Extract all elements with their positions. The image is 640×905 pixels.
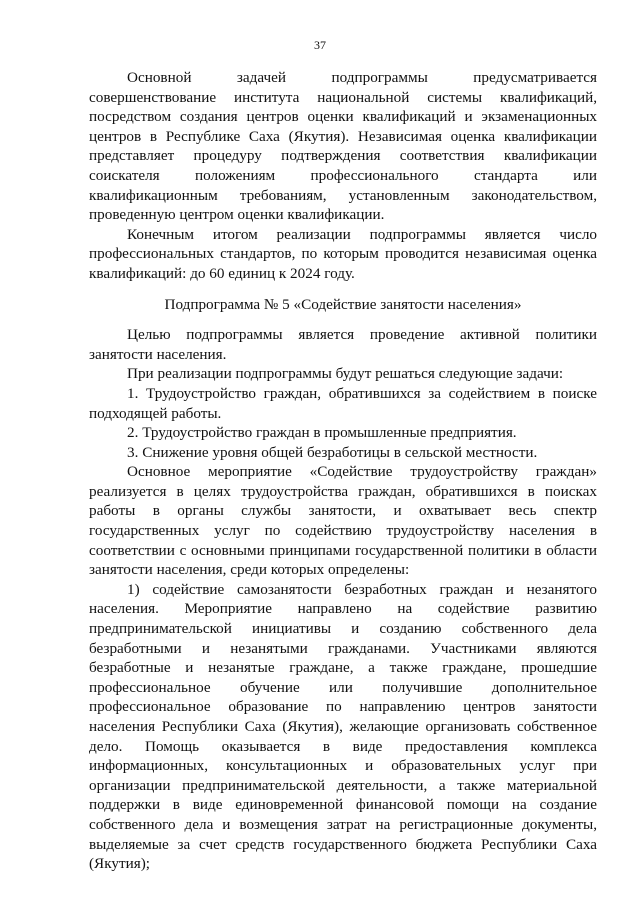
paragraph-tasks-intro: При реализации подпрограммы будут решаться следующие задачи: [127,365,564,383]
page-number: 37 [314,38,326,52]
paragraph-main-task: Основной задачей подпрограммы предусматривается совершенствование института национальной системы квалификаций, посредством создания центров оценки квалификаций и экзаменационных центров в Республике Саха (Якутия). Независимая оценка квалификации представляет процедуру подтверждения соответствия квалификации соискателя положениям профессионального стандарта или квалификационным требованиям, установленным законодательством, проведенную центром оценки квалификации. [89,69,597,224]
section-heading: Подпрограмма № 5 «Содействие занятости населения» [164,295,522,313]
task-item-1: 1. Трудоустройство граждан, обратившихся за содействием в поиске подходящей работы. [89,384,597,422]
list-item-self-employment: 1) содействие самозанятости безработных граждан и незанятого населения. Мероприятие направлено на содействие развитию предпринимательской инициативы и созданию собственного дела безработными и незанятыми гражданами. Участниками являются безработные и незанятые граждане, а также граждане, прошедшие профессиональное обучение или получившие дополнительное профессиональное образование по направлению центров занятости населения Республики Саха (Якутия), желающие организовать собственное дело. Помощь оказывается в виде предоставления комплекса информационных, консультационных и образовательных услуг при организации предпринимательской деятельности, а также материальной поддержки в виде единовременной финансовой помощи на создание собственного дела и возмещения затрат на регистрационные документы, выделяемые за счет средств государственного бюджета Республики Саха (Якутия); [89,580,597,873]
document-body [89,68,597,874]
task-item-3: 3. Снижение уровня общей безработицы в сельской местности. [127,443,538,461]
paragraph-final-result: Конечным итогом реализации подпрограммы является число профессиональных стандартов, по которым проводится независимая оценка квалификаций: до 60 единиц к 2024 году. [89,225,597,282]
task-item-2: 2. Трудоустройство граждан в промышленные предприятия. [127,424,517,442]
paragraph-main-activity: Основное мероприятие «Содействие трудоустройству граждан» реализуется в целях трудоустройства граждан, обратившихся в поисках работы в органы службы занятости, и охватывает весь спектр государственных услуг по содействию трудоустройству населения в соответствии с основными принципами государственной политики в области занятости населения, среди которых определены: [89,463,597,579]
paragraph-goal: Целью подпрограммы является проведение активной политики занятости населения. [89,326,597,363]
